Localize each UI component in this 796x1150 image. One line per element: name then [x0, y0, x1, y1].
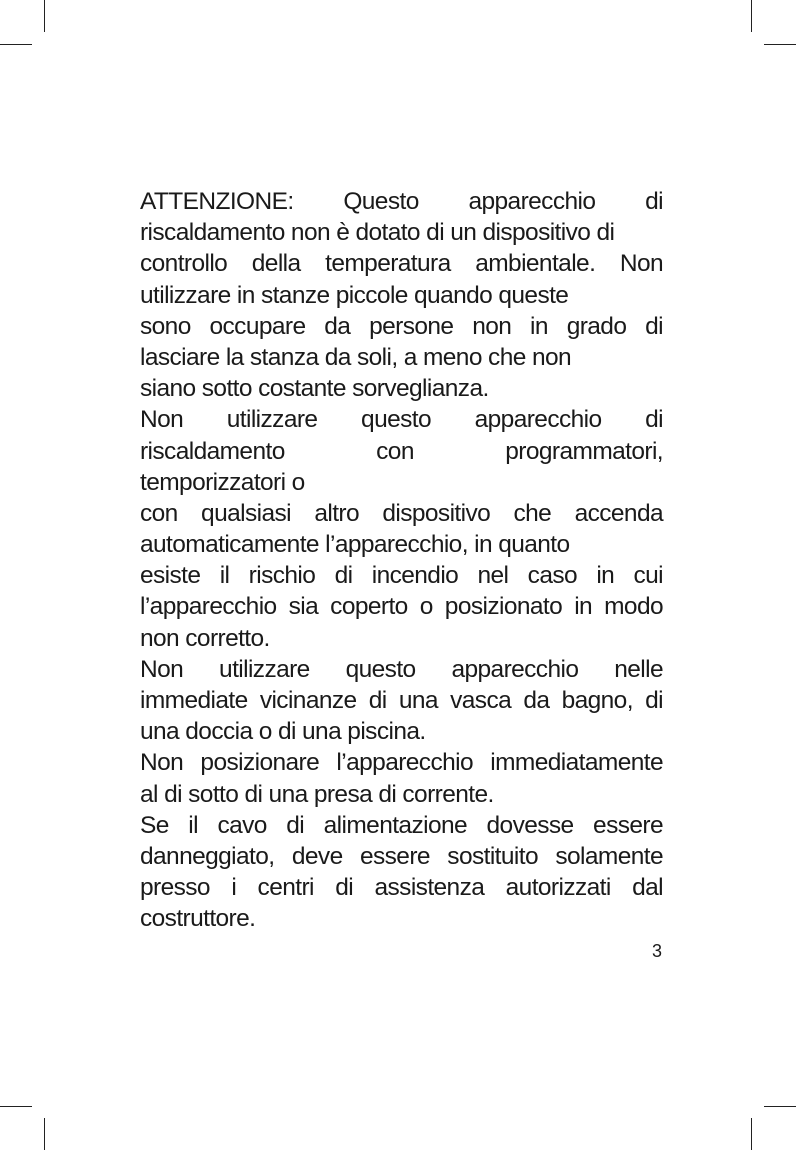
- crop-mark-bottom-left-horizontal: [0, 1106, 32, 1107]
- crop-mark-top-right-horizontal: [764, 44, 796, 45]
- text-line: Non utilizzare questo apparecchio di: [140, 406, 663, 434]
- text-line: danneggiato, deve essere sostituito solamente: [140, 842, 663, 870]
- text-line: ATTENZIONE: Questo apparecchio di: [140, 188, 663, 215]
- crop-mark-bottom-right-vertical: [751, 1118, 752, 1150]
- crop-mark-top-left-vertical: [44, 0, 45, 32]
- text-line: esiste il rischio di incendio nel caso in cui: [140, 562, 663, 590]
- text-line: l’apparecchio sia coperto o posizionato in modo: [140, 593, 663, 621]
- document-body: [140, 186, 663, 935]
- text-line: con qualsiasi altro dispositivo che accenda: [140, 499, 663, 527]
- crop-mark-top-left-horizontal: [0, 44, 32, 45]
- crop-mark-bottom-left-vertical: [44, 1118, 45, 1150]
- text-line: costruttore.: [140, 905, 256, 933]
- text-line: al di sotto di una presa di corrente.: [140, 780, 494, 808]
- text-line: sono occupare da persone non in grado di: [140, 312, 663, 340]
- text-line: riscaldamento non è dotato di un dispositivo di: [140, 219, 615, 247]
- crop-mark-bottom-right-horizontal: [764, 1106, 796, 1107]
- text-line: non corretto.: [140, 624, 270, 652]
- text-line: siano sotto costante sorveglianza.: [140, 375, 489, 403]
- text-line: utilizzare in stanze piccole quando queste: [140, 281, 569, 309]
- text-line: Se il cavo di alimentazione dovesse essere: [140, 811, 663, 839]
- page-number: 3: [652, 941, 663, 961]
- text-line: Non posizionare l’apparecchio immediatamente: [140, 749, 663, 777]
- text-line: una doccia o di una piscina.: [140, 718, 426, 746]
- text-line: immediate vicinanze di una vasca da bagno, di: [140, 687, 663, 714]
- crop-mark-top-right-vertical: [751, 0, 752, 32]
- text-line: Non utilizzare questo apparecchio nelle: [140, 655, 663, 683]
- text-line: controllo della temperatura ambientale. Non: [140, 250, 663, 278]
- text-line: automaticamente l’apparecchio, in quanto: [140, 531, 570, 559]
- text-line: lasciare la stanza da soli, a meno che non: [140, 343, 572, 371]
- text-line: presso i centri di assistenza autorizzati dal: [140, 874, 663, 902]
- text-line: riscaldamento con programmatori,: [140, 437, 663, 465]
- text-line: temporizzatori o: [140, 468, 305, 496]
